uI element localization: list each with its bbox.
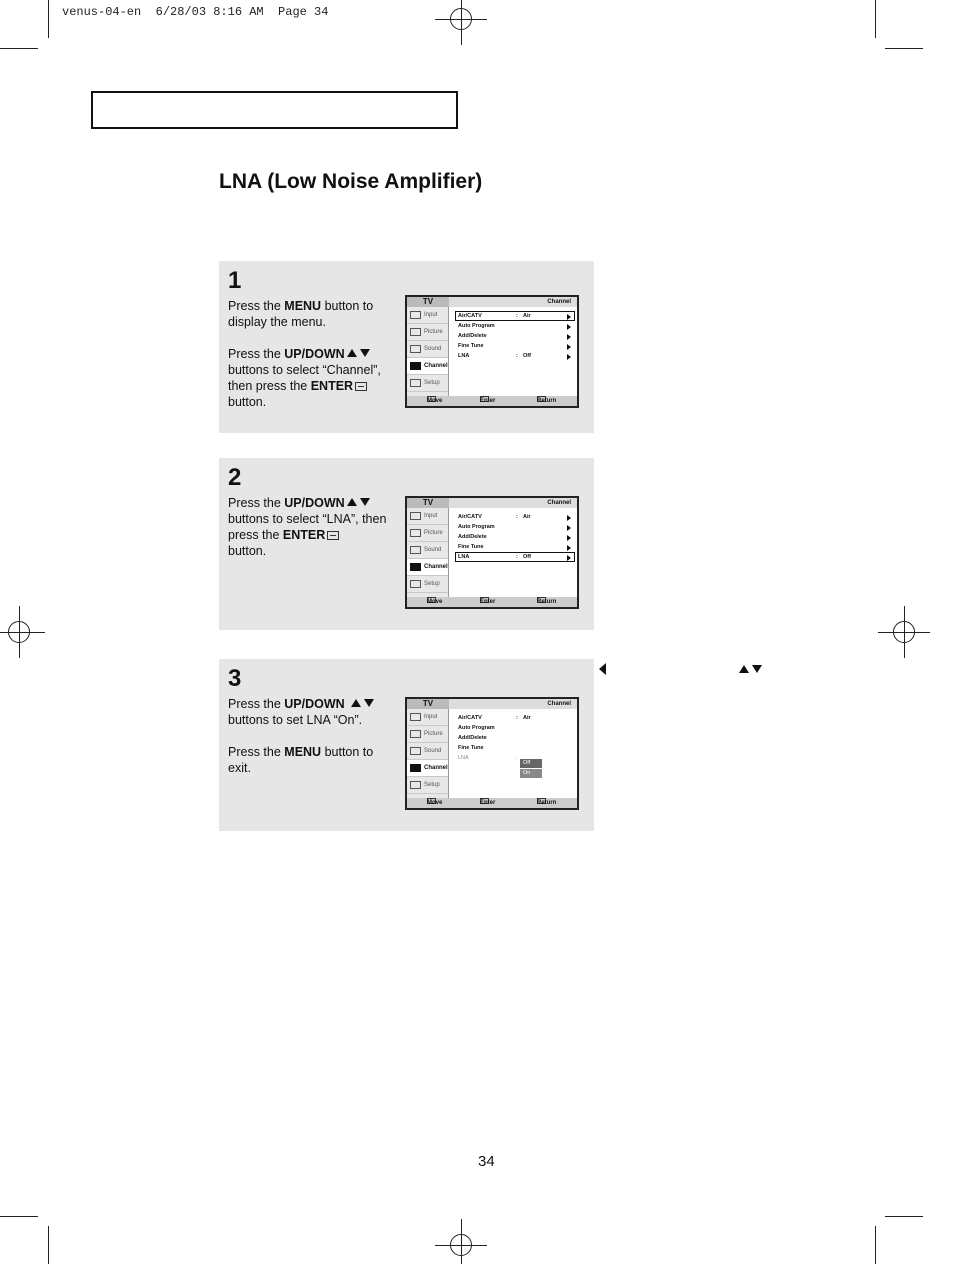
right-arrow-icon — [567, 555, 571, 561]
crop-mark — [0, 1216, 38, 1217]
input-icon — [410, 713, 421, 721]
osd-sidebar — [407, 307, 449, 396]
registration-mark — [450, 1234, 472, 1256]
step-instructions: Press the UP/DOWN buttons to set LNA “On”. Press the MENU button to exit. — [228, 697, 374, 775]
setup-icon — [410, 781, 421, 789]
picture-icon — [410, 529, 421, 537]
osd-menu-list — [455, 512, 575, 562]
right-arrow-icon — [567, 515, 571, 521]
osd-option-on: On — [520, 769, 542, 778]
osd-category: Channel — [547, 500, 571, 506]
section-header-box — [91, 91, 458, 129]
tv-osd-screen — [405, 295, 579, 408]
step-number: 1 — [228, 267, 242, 294]
osd-category: Channel — [547, 299, 571, 305]
enter-icon — [327, 531, 339, 540]
osd-row-fine-tune: Fine Tune — [455, 341, 575, 351]
speaker-icon — [410, 747, 421, 755]
left-arrow-icon — [599, 663, 606, 675]
satellite-icon — [410, 563, 421, 571]
osd-tab-setup: Setup — [407, 576, 448, 593]
right-arrow-icon — [567, 344, 571, 350]
right-arrow-icon — [567, 545, 571, 551]
tv-osd-screen — [405, 697, 579, 810]
speaker-icon — [410, 345, 421, 353]
satellite-icon — [410, 362, 421, 370]
up-arrow-icon — [739, 665, 749, 673]
satellite-icon — [410, 764, 421, 772]
up-arrow-icon — [347, 498, 357, 506]
up-down-arrows — [737, 661, 762, 679]
osd-row-lna: LNA : Off — [455, 351, 575, 361]
step-1-panel — [219, 261, 594, 433]
osd-tab-input: Input — [407, 508, 448, 525]
page-title: LNA (Low Noise Amplifier) — [219, 170, 483, 193]
step-number: 3 — [228, 665, 242, 692]
osd-row-fine-tune: Fine Tune — [458, 745, 484, 751]
step-number: 2 — [228, 464, 242, 491]
crop-mark — [875, 0, 876, 38]
right-arrow-icon — [567, 535, 571, 541]
osd-tv-label: TV — [407, 498, 449, 508]
setup-icon — [410, 580, 421, 588]
osd-row-lna: LNA : Off — [455, 552, 575, 562]
input-icon — [410, 311, 421, 319]
enter-icon — [355, 382, 367, 391]
down-arrow-icon — [360, 498, 370, 506]
down-arrow-icon — [360, 349, 370, 357]
setup-icon — [410, 379, 421, 387]
osd-tab-picture: Picture — [407, 525, 448, 542]
osd-row-auto-program: Auto Program — [455, 522, 575, 532]
osd-row-add-delete: Add/Delete — [455, 331, 575, 341]
osd-tab-input: Input — [407, 307, 448, 324]
down-arrow-icon — [364, 699, 374, 707]
osd-row-lna: LNA : — [458, 755, 518, 761]
print-slug: venus-04-en 6/28/03 8:16 AM Page 34 — [62, 5, 329, 19]
osd-category: Channel — [547, 701, 571, 707]
registration-mark — [450, 8, 472, 30]
crop-mark — [0, 48, 38, 49]
osd-tab-input: Input — [407, 709, 448, 726]
crop-mark — [875, 1226, 876, 1264]
osd-footer: Move Enter Return — [407, 396, 577, 406]
osd-tab-sound: Sound — [407, 743, 448, 760]
step-instructions: Press the MENU button to display the menu. Press the UP/DOWN buttons to select “Channel”, then press the ENTER button. — [228, 299, 381, 409]
osd-row-add-delete: Add/Delete — [455, 532, 575, 542]
osd-sidebar — [407, 709, 449, 798]
right-arrow-icon — [567, 354, 571, 360]
picture-icon — [410, 730, 421, 738]
osd-tab-picture: Picture — [407, 726, 448, 743]
osd-option-off: Off — [520, 759, 542, 768]
osd-tab-sound: Sound — [407, 542, 448, 559]
osd-row-air-catv: Air/CATV : Air — [455, 512, 575, 522]
crop-mark — [885, 48, 923, 49]
osd-tab-setup: Setup — [407, 777, 448, 794]
osd-row-auto-program: Auto Program — [455, 321, 575, 331]
osd-footer: Move Enter Return — [407, 798, 577, 808]
right-arrow-icon — [567, 324, 571, 330]
down-arrow-icon — [752, 665, 762, 673]
osd-lna-dropdown — [520, 759, 542, 779]
right-arrow-icon — [567, 314, 571, 320]
osd-sidebar — [407, 508, 449, 597]
osd-row-auto-program: Auto Program — [458, 725, 495, 731]
osd-menu-list — [455, 311, 575, 361]
crop-mark — [48, 1226, 49, 1264]
step-2-panel — [219, 458, 594, 630]
osd-row-air-catv: Air/CATV : Air — [455, 311, 575, 321]
right-arrow-icon — [567, 525, 571, 531]
step-instructions: Press the UP/DOWN buttons to select “LNA”, then press the ENTER button. — [228, 496, 387, 558]
osd-tab-channel: Channel — [407, 358, 448, 375]
crop-mark — [885, 1216, 923, 1217]
step-3-panel — [219, 659, 594, 831]
picture-icon — [410, 328, 421, 336]
osd-tab-channel: Channel — [407, 559, 448, 576]
osd-tab-channel: Channel — [407, 760, 448, 777]
osd-tab-sound: Sound — [407, 341, 448, 358]
right-arrow-icon — [567, 334, 571, 340]
osd-row-air-catv: Air/CATV : Air — [458, 715, 531, 721]
osd-footer: Move Enter Return — [407, 597, 577, 607]
osd-tv-label: TV — [407, 699, 449, 709]
registration-mark — [8, 621, 30, 643]
osd-tab-picture: Picture — [407, 324, 448, 341]
osd-tab-setup: Setup — [407, 375, 448, 392]
osd-row-add-delete: Add/Delete — [458, 735, 487, 741]
page-number: 34 — [478, 1153, 495, 1170]
registration-mark — [893, 621, 915, 643]
osd-row-fine-tune: Fine Tune — [455, 542, 575, 552]
tv-osd-screen — [405, 496, 579, 609]
osd-tv-label: TV — [407, 297, 449, 307]
osd-menu-list — [455, 713, 575, 763]
up-arrow-icon — [347, 349, 357, 357]
speaker-icon — [410, 546, 421, 554]
input-icon — [410, 512, 421, 520]
crop-mark — [48, 0, 49, 38]
up-arrow-icon — [351, 699, 361, 707]
